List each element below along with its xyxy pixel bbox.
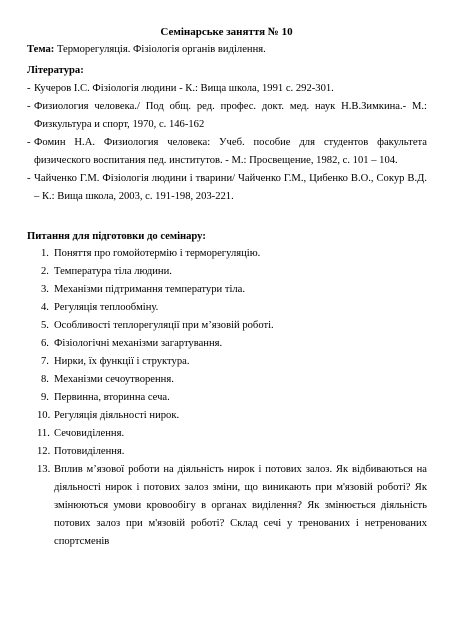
literature-item <box>27 98 427 134</box>
topic-text: Терморегуляція. Фізіологія органів виділення. <box>54 44 266 55</box>
questions-heading: Питання для підготовки до семінару: <box>27 231 206 242</box>
question-number: 5. <box>41 320 49 331</box>
question-number: 4. <box>41 302 49 313</box>
question-item <box>27 425 427 443</box>
dash-bullet: - <box>27 137 31 148</box>
question-number: 7. <box>41 356 49 367</box>
question-text: Поняття про гомойотермію і терморегуляцію. <box>54 248 261 259</box>
literature-list <box>27 80 427 206</box>
literature-item-text: Фомин Н.А. Физиология человека: Учеб. пособие для студентов факультета физического воспитания пед. институтов. - М.: Просвещение, 1982, с. 101 – 104. <box>34 137 427 166</box>
question-number: 10. <box>37 410 51 421</box>
question-item <box>27 353 427 371</box>
question-text: Сечовиділення. <box>54 428 125 439</box>
question-item <box>27 263 427 281</box>
question-item <box>27 371 427 389</box>
question-item <box>27 389 427 407</box>
literature-item <box>27 134 427 170</box>
question-text: Регуляція теплообміну. <box>54 302 159 313</box>
question-number: 13. <box>37 464 51 475</box>
question-number: 9. <box>41 392 49 403</box>
question-number: 11. <box>37 428 50 439</box>
question-number: 12. <box>37 446 51 457</box>
literature-item-text: Чайченко Г.М. Фізіологія людини і тварини/ Чайченко Г.М., Цибенко В.О., Сокур В.Д. – К.: Вища школа, 2003, с. 191-198, 203-221. <box>34 173 427 202</box>
question-text: Механізми сечоутворення. <box>54 374 174 385</box>
question-text: Температура тіла людини. <box>54 266 172 277</box>
question-item <box>27 317 427 335</box>
page-title: Семінарське заняття № 10 <box>160 26 293 38</box>
dash-bullet: - <box>27 83 31 94</box>
literature-item-text: Кучеров І.С. Фізіологія людини - К.: Вища школа, 1991 с. 292-301. <box>34 83 334 94</box>
question-item <box>27 299 427 317</box>
topic-line <box>27 41 427 59</box>
question-text: Механізми підтримання температури тіла. <box>54 284 246 295</box>
question-number: 8. <box>41 374 49 385</box>
question-text: Регуляція діяльності нирок. <box>54 410 180 421</box>
question-item <box>27 281 427 299</box>
question-item <box>27 245 427 263</box>
question-text: Потовиділення. <box>54 446 125 457</box>
topic-label: Тема: <box>27 44 55 55</box>
question-number: 6. <box>41 338 49 349</box>
question-item <box>27 461 427 551</box>
question-item <box>27 443 427 461</box>
literature-item-text: Физиология человека./ Под общ. ред. профес. докт. мед. наук Н.В.Зимкина.- М.: Физкультура и спорт, 1970, с. 146-162 <box>34 101 427 130</box>
question-number: 1. <box>41 248 49 259</box>
question-text: Особливості теплорегуляції при м’язовій роботі. <box>54 320 274 331</box>
questions-list <box>27 245 427 551</box>
literature-heading: Література: <box>27 65 84 76</box>
literature-item <box>27 170 427 206</box>
question-number: 3. <box>41 284 49 295</box>
question-text: Вплив м’язової роботи на діяльність нирок і потових залоз. Як відбиваються на діяльності нирок і потових залоз зміни, що виникають при м'язовій роботі? Як змінюються умови кровообігу в органах виділення? Як змінюється діяльність потових залоз при м'язовій роботі? Склад сечі у тренованих і нетренованих спортсменів <box>54 464 427 547</box>
dash-bullet: - <box>27 101 31 112</box>
question-item <box>27 335 427 353</box>
dash-bullet: - <box>27 173 31 184</box>
question-item <box>27 407 427 425</box>
question-text: Фізіологічні механізми загартування. <box>54 338 223 349</box>
question-text: Первинна, вторинна сеча. <box>54 392 170 403</box>
question-number: 2. <box>41 266 49 277</box>
literature-item <box>27 80 427 98</box>
question-text: Нирки, їх функції і структура. <box>54 356 190 367</box>
